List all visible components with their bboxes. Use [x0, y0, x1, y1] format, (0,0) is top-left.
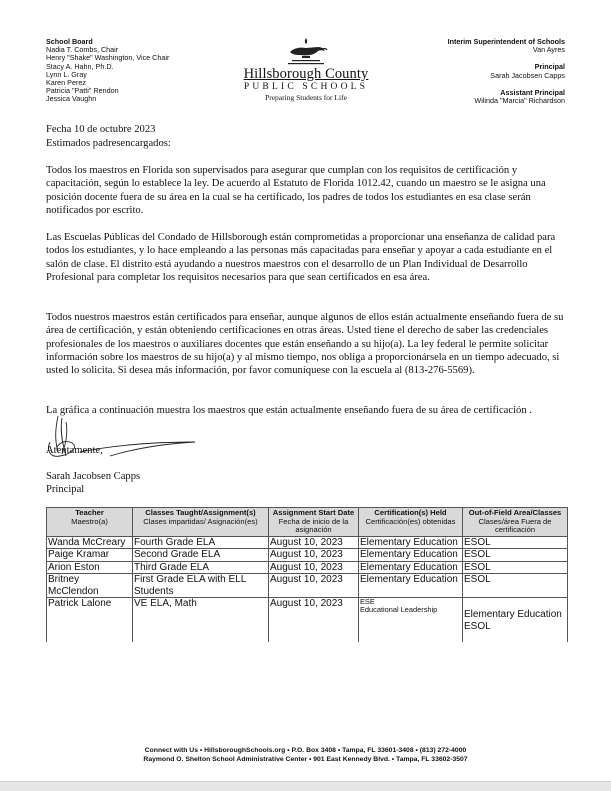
cell-certification: Elementary Education	[359, 536, 463, 549]
header-classes: Classes Taught/Assignment(s) Clases impartidas/ Asignación(es)	[133, 508, 269, 537]
assistant-principal-title: Assistant Principal	[500, 87, 565, 97]
letter-salutation: Estimados padresencargados:	[46, 138, 171, 149]
table-row	[47, 561, 568, 574]
header-certification: Certification(s) Held Certificación(es) obtenidas	[359, 508, 463, 537]
cell-certification	[359, 598, 463, 643]
cell-teacher: Arion Eston	[47, 561, 133, 574]
administration-block	[448, 38, 565, 105]
cell-certification-line: Educational Leadership	[360, 605, 438, 615]
cell-start-date: August 10, 2023	[269, 549, 359, 562]
cell-classes: Fourth Grade ELA	[133, 536, 269, 549]
cell-start-date: August 10, 2023	[269, 574, 359, 598]
footer-address: Raymond O. Shelton School Administrative Center • 901 East Kennedy Blvd. • Tampa, FL 33602-3507	[143, 755, 468, 763]
superintendent-name: Van Ayres	[532, 45, 565, 55]
district-logo	[228, 36, 384, 102]
assistant-principal-name: Wilinda "Marcia" Richardson	[474, 96, 565, 106]
board-member: Patricia "Patti" Rendon	[46, 86, 119, 96]
table-row	[47, 574, 568, 598]
board-member: Jessica Vaughn	[46, 94, 97, 104]
board-member: Stacy A. Hahn, Ph.D.	[46, 61, 114, 71]
header-start-date: Assignment Start Date Fecha de inicio de la asignación	[269, 508, 359, 537]
paragraph-rights: Todos nuestros maestros están certificados para enseñar, aunque algunos de ellos están actualmente enseñando fuera de su área de certificación, y están obteniendo certificaciones en otras áreas. Usted tiene el derecho de saber las credenciales profesionales de los maestros o auxiliares docentes que están enseñando a su hijo(a). La ley federal le permite solicitar información sobre los maestros de su hijo(a) y al mismo tiempo, nos obliga a proporcionársela en un tiempo adecuado, si usted lo solicita. Si desea más información, por favor comuníquese con la escuela al (813-276-5569).	[46, 312, 564, 377]
footer-contact: Connect with Us • HillsboroughSchools.org • P.O. Box 3408 • Tampa, FL 33601-3408 • (813) 272-4000	[144, 747, 467, 754]
district-tagline: Preparing Students for Life	[265, 93, 347, 102]
cell-start-date: August 10, 2023	[269, 536, 359, 549]
board-member: Nadia T. Combs, Chair	[46, 45, 119, 55]
cell-classes: First Grade ELA with ELL Students	[133, 574, 269, 598]
cell-certification: Elementary Education	[359, 574, 463, 598]
cell-certification-line: ESE	[360, 597, 375, 606]
lamp-of-learning-icon	[284, 36, 328, 66]
board-member: Karen Perez	[46, 78, 86, 88]
cell-teacher: Wanda McCreary	[47, 536, 133, 549]
table-row	[47, 549, 568, 562]
letter-closing: Atentamente,	[46, 445, 103, 456]
table-row	[47, 536, 568, 549]
header-teacher: Teacher Maestro(a)	[47, 508, 133, 537]
cell-start-date: August 10, 2023	[269, 561, 359, 574]
out-of-field-table	[46, 507, 568, 642]
cell-certification: Elementary Education	[359, 561, 463, 574]
superintendent-title: Interim Superintendent of Schools	[447, 37, 565, 46]
cell-classes: VE ELA, Math	[133, 598, 269, 643]
principal-title: Principal	[534, 62, 565, 72]
cell-out-of-field-line: ESOL	[464, 620, 491, 632]
board-member: Lynn L. Gray	[46, 69, 87, 79]
table-row	[47, 598, 568, 643]
cell-teacher: Patrick Lalone	[47, 598, 133, 643]
header-out-of-field: Out-of-Field Area/Classes Clases/área Fuera de certificación	[463, 508, 568, 537]
cell-classes: Second Grade ELA	[133, 549, 269, 562]
signer-name: Sarah Jacobsen Capps	[46, 471, 141, 482]
district-subtitle: PUBLIC SCHOOLS	[243, 82, 369, 92]
signer-title: Principal	[46, 484, 85, 495]
table-header-row	[47, 508, 568, 537]
cell-out-of-field	[463, 598, 568, 643]
cell-out-of-field: ESOL	[463, 574, 568, 598]
cell-out-of-field: ESOL	[463, 561, 568, 574]
paragraph-certification: Todos los maestros en Florida son supervisados para asegurar que cumplan con los requisitos de certificación y capacitación, según lo establece la ley. De acuerdo al Estatuto de Florida 1012.42, cuando un maestro se le asigna una posición docente fuera de su área en la cual se ha certificado, los padres de todos los estudiantes en esa clase serán notificados por escrito.	[46, 165, 546, 216]
cell-certification: Elementary Education	[359, 549, 463, 562]
school-board-list	[46, 38, 169, 104]
paragraph-commitment: Las Escuelas Públicas del Condado de Hillsborough están comprometidas a proporcionar una enseñanza de calidad para todos los estudiantes, y lo hace empleando a las personas más capacitadas para enseñar y apoyar a cada estudiante en el salón de clase. El distrito está ayudando a nuestros maestros con el desarrollo de un Plan Individual de Desarrollo Profesional para completar los requisitos necesarios para que sean certificados en esa área.	[46, 232, 556, 283]
page-footer	[0, 747, 611, 764]
district-name: Hillsborough County	[243, 66, 369, 82]
cell-out-of-field-line: Elementary Education	[464, 609, 562, 620]
school-board-heading: School Board	[46, 37, 93, 46]
paragraph-chart-intro: La gráfica a continuación muestra los maestros que están actualmente enseñando fuera de su área de certificación .	[46, 405, 532, 416]
cell-classes: Third Grade ELA	[133, 561, 269, 574]
cell-start-date: August 10, 2023	[269, 598, 359, 643]
letter-date: Fecha 10 de octubre 2023	[46, 124, 156, 135]
principal-name: Sarah Jacobsen Capps	[490, 70, 565, 80]
cell-out-of-field: ESOL	[463, 536, 568, 549]
cell-out-of-field: ESOL	[463, 549, 568, 562]
cell-teacher: Britney McClendon	[47, 574, 133, 598]
cell-teacher: Paige Kramar	[47, 549, 133, 562]
board-member: Henry "Shake" Washington, Vice Chair	[46, 53, 170, 63]
